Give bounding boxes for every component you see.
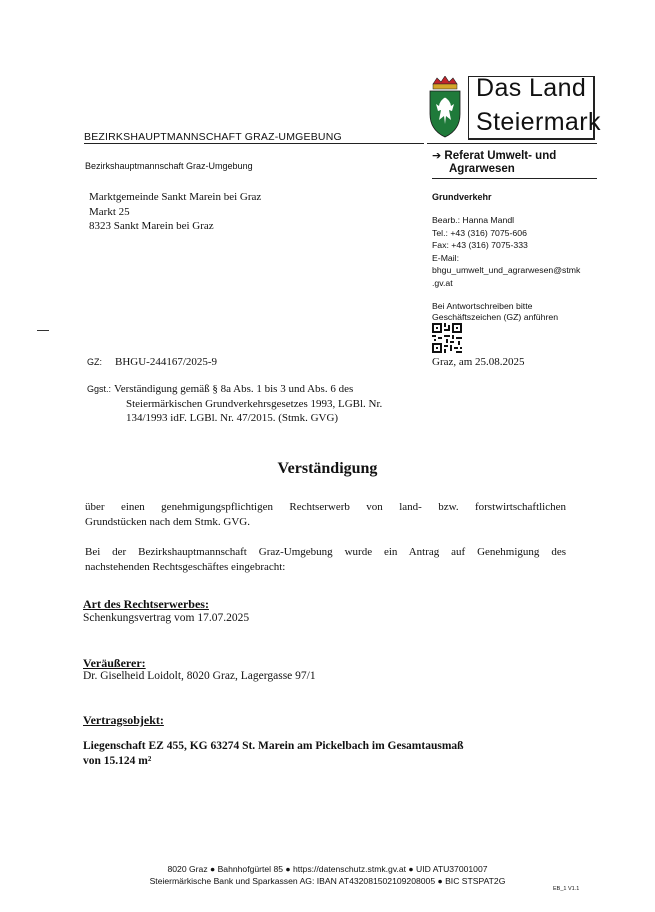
department-label: Referat Umwelt- und [444,150,557,162]
footer-address: 8020 Graz ● Bahnhofgürtel 85 ● https://datenschutz.stmk.gv.at ● UID ATU37001007 [167,864,488,874]
footer-bank: Steiermärkische Bank und Sparkassen AG: IBAN AT432081502109208005 ● BIC STSPAT2G [149,876,506,886]
email-address-l1[interactable]: bhgu_umwelt_und_agrarwesen@stmk [432,265,581,275]
subject-label: Ggst.: [87,384,112,394]
section-heading-seller: Veräußerer: [83,656,146,670]
logo-text-line1: Das Land [476,74,587,102]
reference-note-l2: Geschäftszeichen (GZ) anführen [432,312,559,322]
phone-number: Tel.: +43 (316) 7075-606 [432,227,527,238]
qr-code-icon [432,323,462,353]
document-date: Graz, am 25.08.2025 [432,356,525,368]
form-id: EB_1 V1.1 [553,886,580,892]
subject-line3: 134/1993 idF. LGBl. Nr. 47/2015. (Stmk. GVG) [126,412,339,424]
authority-name: BEZIRKSHAUPTMANNSCHAFT GRAZ-UMGEBUNG [84,131,342,143]
application-paragraph [85,545,566,574]
recipient-address [89,190,261,234]
reference-note-l1: Bei Antwortschreiben bitte [432,301,533,311]
document-title: Verständigung [277,460,378,477]
section-value-contract-object [83,739,553,769]
recipient-city: 8323 Sankt Marein bei Graz [89,220,214,232]
section-label: Grundverkehr [432,192,492,202]
fax-number: Fax: +43 (316) 7075-333 [432,240,528,250]
section-value-seller: Dr. Giselheid Loidolt, 8020 Graz, Lagergasse 97/1 [83,670,316,682]
reference-note [432,301,558,323]
contract-object-line2: von 15.124 m² [83,755,152,767]
handler-name: Bearb.: Hanna Mandl [432,215,515,225]
logo-text-line2: Steiermark [476,108,601,136]
subject-line1: Verständigung gemäß § 8a Abs. 1 bis 3 und Abs. 6 des [114,383,354,395]
intro-line2: Grundstücken nach dem Stmk. GVG. [85,515,250,528]
header-rule-left [84,143,424,144]
application-line1: Bei der Bezirkshauptmannschaft Graz-Umgebung wurde ein Antrag auf Genehmigung des [85,546,566,558]
coat-of-arms-icon [427,76,463,138]
subject-line2: Steiermärkischen Grundverkehrsgesetzes 1993, LGBl. Nr. [126,397,383,410]
email-address-l2[interactable]: .gv.at [432,277,453,288]
email-label: E-Mail: [432,252,460,263]
section-value-acquisition-type: Schenkungsvertrag vom 17.07.2025 [83,612,250,624]
department-line2: Agrarwesen [449,163,515,175]
department-rule [432,178,597,179]
intro-line1: über einen genehmigungspflichtigen Rechtserwerb von land- bzw. forstwirtschaftlichen [85,501,566,513]
contact-block [432,214,580,289]
gz-value: BHGU-244167/2025-9 [115,356,218,368]
recipient-street: Markt 25 [89,205,130,218]
application-line2: nachstehenden Rechtsgeschäftes eingebracht: [85,560,286,573]
sender-line: Bezirkshauptmannschaft Graz-Umgebung [85,161,253,171]
arrow-right-icon: ➔ [432,150,442,162]
intro-paragraph [85,500,566,529]
contract-object-line1: Liegenschaft EZ 455, KG 63274 St. Marein am Pickelbach im Gesamtausmaß [83,740,464,752]
section-heading-contract-object: Vertragsobjekt: [83,713,164,727]
fold-mark [37,330,49,331]
recipient-name: Marktgemeinde Sankt Marein bei Graz [89,191,262,203]
department-line1 [432,150,556,163]
gz-label: GZ: [87,357,102,367]
subject-text [114,382,414,426]
section-heading-acquisition-type: Art des Rechtserwerbes: [83,597,209,611]
header-rule-right [427,143,597,144]
